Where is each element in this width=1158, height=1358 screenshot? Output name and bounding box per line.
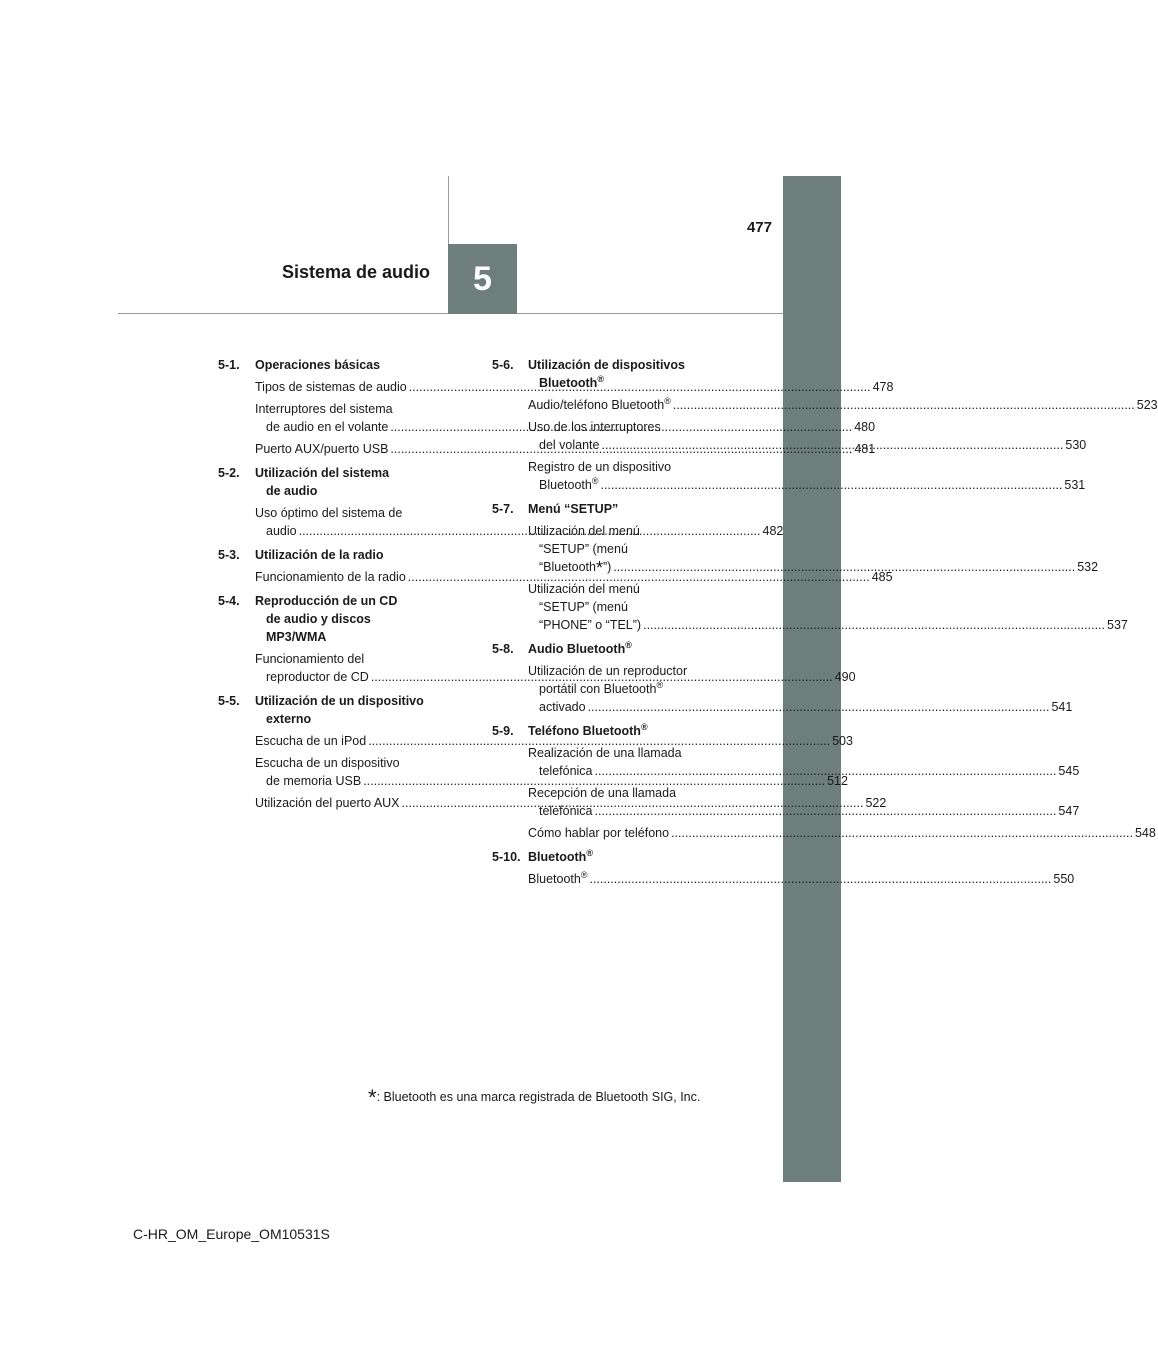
entry-text-cont: “SETUP” (menú: [539, 542, 628, 556]
entry-page: 532: [1077, 560, 1099, 574]
entry-page: 541: [1051, 700, 1073, 714]
toc-entry[interactable]: [255, 732, 853, 750]
toc-entry[interactable]: [528, 824, 1156, 842]
section-number: 5-10.: [492, 850, 521, 864]
registered-mark: ®: [591, 476, 599, 486]
entry-text: Tipos de sistemas de audio: [255, 380, 407, 394]
entry-page: 482: [762, 524, 784, 538]
entry-text: Audio/teléfono Bluetooth: [528, 398, 665, 412]
section-title: Menú “SETUP”: [528, 502, 619, 516]
leader-dots: [671, 824, 1133, 842]
page-number: 477: [746, 219, 772, 236]
footnote-text: : Bluetooth es una marca registrada de Bluetooth SIG, Inc.: [376, 1090, 701, 1104]
section-title: Utilización del sistema: [255, 466, 390, 480]
entry-text: Recepción de una llamada: [528, 786, 677, 800]
entry-page: 512: [827, 774, 848, 788]
leader-dots: [613, 560, 1075, 574]
chapter-number: 5: [473, 259, 492, 298]
section-title-cont: Bluetooth: [539, 376, 598, 390]
registered-mark: ®: [640, 722, 648, 732]
leader-dots: [589, 870, 1051, 888]
entry-page: 480: [854, 420, 876, 434]
entry-page: 490: [834, 670, 856, 684]
entry-text-cont: ”): [603, 560, 612, 574]
entry-text: Funcionamiento del: [255, 652, 365, 666]
entry-text: Funcionamiento de la radio: [255, 570, 406, 584]
section-number: 5-6.: [492, 358, 514, 372]
leader-dots: [643, 618, 1105, 632]
entry-text-cont: telefónica: [539, 764, 593, 778]
leader-dots: [601, 438, 1063, 452]
section-title: Utilización de la radio: [255, 548, 384, 562]
registered-mark: ®: [597, 374, 604, 384]
entry-text: Cómo hablar por teléfono: [528, 826, 670, 840]
document-code: C-HR_OM_Europe_OM10531S: [133, 1226, 330, 1242]
entry-text-cont: “PHONE” o “TEL”): [539, 618, 642, 632]
entry-text-cont: “SETUP” (menú: [539, 600, 628, 614]
entry-text: Utilización del puerto AUX: [255, 796, 400, 810]
toc-entry[interactable]: [528, 870, 1075, 888]
section-number: 5-4.: [218, 594, 240, 608]
entry-text: Utilización de un reproductor: [528, 664, 688, 678]
entry-text-cont: activado: [539, 700, 586, 714]
section-title: Bluetooth: [528, 850, 587, 864]
section-title: Reproducción de un CD: [255, 594, 398, 608]
entry-text-cont: telefónica: [539, 804, 593, 818]
entry-text: Interruptores del sistema: [255, 402, 393, 416]
entry-text: Utilización del menú: [528, 582, 640, 596]
entry-page: 481: [854, 442, 876, 456]
entry-page: 550: [1053, 872, 1075, 886]
section-number: 5-7.: [492, 502, 514, 516]
section-title: Operaciones básicas: [255, 358, 381, 372]
chapter-number-box: [448, 244, 517, 314]
leader-dots: [673, 396, 1135, 414]
section-number: 5-3.: [218, 548, 240, 562]
entry-page: 478: [872, 380, 894, 394]
entry-text: Utilización del menú: [528, 524, 640, 538]
registered-mark: ®: [625, 640, 632, 650]
entry-text-cont: Bluetooth: [539, 478, 592, 492]
entry-text: Escucha de un dispositivo: [255, 756, 400, 770]
chapter-title: Sistema de audio: [281, 262, 430, 282]
section-title: Audio Bluetooth: [528, 642, 626, 656]
entry-page: 548: [1134, 826, 1156, 840]
section-title-cont: de audio y discos MP3/WMA: [266, 612, 371, 644]
section-title: Utilización de un dispositivo: [255, 694, 424, 708]
entry-page: 522: [865, 796, 887, 810]
entry-text-cont: de memoria USB: [266, 774, 362, 788]
entry-text: Uso de los interruptores: [528, 420, 661, 434]
footnote: [368, 1085, 701, 1110]
registered-mark: ®: [586, 848, 593, 858]
entry-page: 537: [1107, 618, 1128, 632]
section-title-cont: de audio: [266, 484, 318, 498]
section-number: 5-9.: [492, 724, 514, 738]
entry-text-cont: de audio en el volante: [266, 420, 389, 434]
section-number: 5-2.: [218, 466, 240, 480]
section-title-cont: externo: [266, 712, 312, 726]
toc-entry[interactable]: [255, 568, 893, 586]
entry-text-cont: audio: [266, 524, 297, 538]
leader-dots: [595, 764, 1057, 778]
toc-entry[interactable]: [528, 580, 1128, 634]
section-number: 5-1.: [218, 358, 240, 372]
toc-entry[interactable]: [528, 396, 1158, 414]
entry-page: 531: [1064, 478, 1086, 492]
section-number: 5-5.: [218, 694, 240, 708]
entry-text: Registro de un dispositivo: [528, 460, 672, 474]
section-number: 5-8.: [492, 642, 514, 656]
entry-text-cont: portátil con Bluetooth: [539, 682, 657, 696]
section-title: Utilización de dispositivos: [528, 358, 685, 372]
registered-mark: ®: [656, 680, 664, 690]
entry-text: Escucha de un iPod: [255, 734, 367, 748]
entry-text: Bluetooth: [528, 872, 581, 886]
entry-page: 485: [871, 570, 893, 584]
asterisk-mark: *: [595, 558, 603, 578]
registered-mark: ®: [664, 396, 671, 406]
toc-section[interactable]: [492, 848, 1075, 888]
entry-text: Uso óptimo del sistema de: [255, 506, 403, 520]
entry-page: 547: [1058, 804, 1080, 818]
section-title: Teléfono Bluetooth: [528, 724, 641, 738]
entry-text-cont: del volante: [539, 438, 600, 452]
leader-dots: [588, 700, 1050, 714]
entry-text: Realización de una llamada: [528, 746, 682, 760]
entry-text-cont: reproductor de CD: [266, 670, 369, 684]
registered-mark: ®: [580, 870, 588, 880]
leader-dots: [600, 478, 1062, 492]
entry-page: 530: [1065, 438, 1087, 452]
leader-dots: [595, 804, 1057, 818]
toc-entry[interactable]: [528, 744, 1080, 780]
toc-entry[interactable]: [528, 458, 1086, 494]
entry-text-cont: “Bluetooth: [539, 560, 596, 574]
entry-text: Puerto AUX/puerto USB: [255, 442, 389, 456]
entry-page: 523: [1136, 398, 1158, 412]
entry-page: 545: [1058, 764, 1080, 778]
entry-page: 503: [832, 734, 853, 748]
asterisk-mark: *: [368, 1085, 377, 1110]
